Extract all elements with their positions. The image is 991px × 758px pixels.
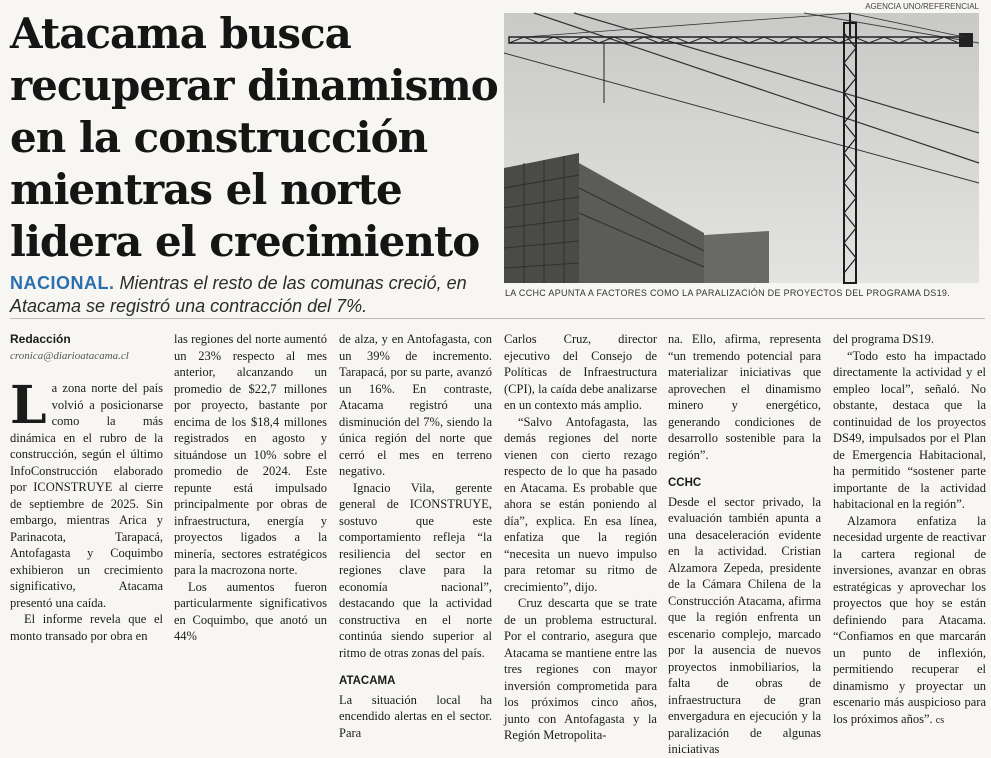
construction-photo — [504, 13, 979, 283]
paragraph: El informe revela que el monto transado por obra en — [10, 612, 163, 643]
paragraph: Carlos Cruz, director ejecutivo del Consejo de Políticas de Infraestructura (CPI), la caída debe analizarse en un contexto más amplio. — [504, 332, 657, 412]
paragraph: na. Ello, afirma, representa “un tremendo potencial para materializar iniciativas que aprovechen el dinamismo minero y energético, generando condiciones de desarrollo sostenible para la región”. — [668, 332, 821, 462]
subhead-atacama: ATACAMA — [339, 675, 396, 687]
photo-caption: LA CCHC APUNTA A FACTORES COMO LA PARALIZACIÓN DE PROYECTOS DEL PROGRAMA DS19. — [505, 288, 951, 298]
headline-line: Atacama busca — [10, 9, 351, 58]
headline-line: recuperar dinamismo — [10, 61, 498, 110]
lede — [10, 272, 495, 318]
text-column-3 — [339, 331, 492, 740]
crane-building-illustration — [504, 13, 979, 283]
byline-author: Redacción — [10, 332, 71, 346]
subhead-cchc: CCHC — [668, 477, 702, 489]
paragraph: Los aumentos fueron particularmente significativos en Coquimbo, que anotó un 44% — [174, 579, 327, 643]
headline-line: lidera el crecimiento — [10, 217, 480, 266]
paragraph: de alza, y en Antofagasta, con un 39% de incremento. Tarapacá, por su parte, avanzó un 16%. En contraste, Atacama registró una disminución del 7%, siendo la única región del norte que cerró el mes en terreno negativo. — [339, 332, 492, 478]
paragraph: La situación local ha encendido alertas en el sector. Para — [339, 692, 492, 740]
paragraph: Ignacio Vila, gerente general de ICONSTRUYE, sostuvo que este comportamiento refleja “la resiliencia del sector en regiones clave para la economía nacional”, destacando que la actividad constructiva en el norte continúa siendo superior al ritmo de otras zonas del país. — [339, 480, 492, 660]
text-column-4 — [504, 331, 657, 742]
paragraph: Alzamora enfatiza la necesidad urgente de reactivar la cartera regional de inversiones, avanzar en obras estratégicas y aprovechar los proyectos que hoy se están definiendo para Atacama. “Confiamos en que marcarán un punto de inflexión, permitiendo recuperar el dinamismo y proyectar un escenario más auspicioso para los próximos años”. cs — [833, 513, 986, 726]
text-column-2 — [174, 331, 327, 670]
paragraph: “Todo esto ha impactado directamente la actividad y el empleo local”, señaló. No obstante, destaca que la continuidad de los proyectos DS49, impulsados por el Plan de Emergencia Habitacional, ha permitido “sostener parte importante de la actividad habitacional en la región”. — [833, 348, 986, 511]
byline-email: cronica@diarioatacama.cl — [10, 349, 129, 362]
text-column-1 — [10, 331, 163, 670]
headline-line: mientras el norte — [10, 165, 402, 214]
article-end-mark: cs — [935, 714, 945, 726]
paragraph: “Salvo Antofagasta, las demás regiones del norte vienen con cierto rezago respecto de lo que ha pasado en Atacama. Es probable que ahora se están poniendo al día”, explica. En esa línea, enfatiza que la región “necesita un nuevo impulso para retomar su ritmo de crecimiento”, dijo. — [504, 414, 657, 594]
text-column-5 — [668, 331, 821, 756]
paragraph: Cruz descarta que se trate de un problema estructural. Por el contrario, asegura que Atacama se mantiene entre las tres regiones con mayor inversión comprometida para los próximos cinco años, junto con Antofagasta y la Región Metropolita- — [504, 596, 657, 742]
paragraph: La zona norte del país volvió a posicionarse como la más dinámica en el rubro de la construcción, según el último InfoConstrucción elaborado por ICONSTRUYE al cierre de septiembre de 2025. Sin embargo, mientras Arica y Parinacota, Tarapacá, Antofagasta y Coquimbo exhibieron un crecimiento significativo, Atacama presentó una caída. — [10, 375, 163, 610]
paragraph: del programa DS19. — [833, 332, 935, 346]
section-label: NACIONAL. — [10, 273, 115, 293]
paragraph: Desde el sector privado, la evaluación también apunta a una desaceleración evidente en la actividad. Cristian Alzamora Zepeda, presidente de la Cámara Chilena de la Construcción Atacama, afirma que la región enfrenta un escenario complejo, marcado por la ausencia de nuevos proyectos inmobiliarios, la falta de obras de infraestructura de gran envergadura en ejecución y la paralización de algunas iniciativas — [668, 494, 821, 756]
divider — [10, 318, 985, 319]
headline-line: en la construcción — [10, 113, 428, 162]
paragraph: las regiones del norte aumentó un 23% respecto al mes anterior, alcanzando un promedio de $22,7 millones por proyecto, bastante por encima de los $18,4 millones registrados en agosto y situándose un 10% sobre el promedio de 2024. Este repunte está impulsado principalmente por obras de infraestructura, energía y proyectos ligados a la minería, sectores estratégicos para la macrozona norte. — [174, 332, 327, 577]
lede-text: Mientras el resto de las comunas creció, en Atacama se registró una contracción del 7%. — [10, 273, 467, 316]
drop-cap: L — [10, 375, 47, 436]
headline — [10, 8, 498, 268]
text-column-6 — [833, 331, 986, 726]
photo-credit: AGENCIA UNO/REFERENCIAL — [865, 2, 979, 11]
